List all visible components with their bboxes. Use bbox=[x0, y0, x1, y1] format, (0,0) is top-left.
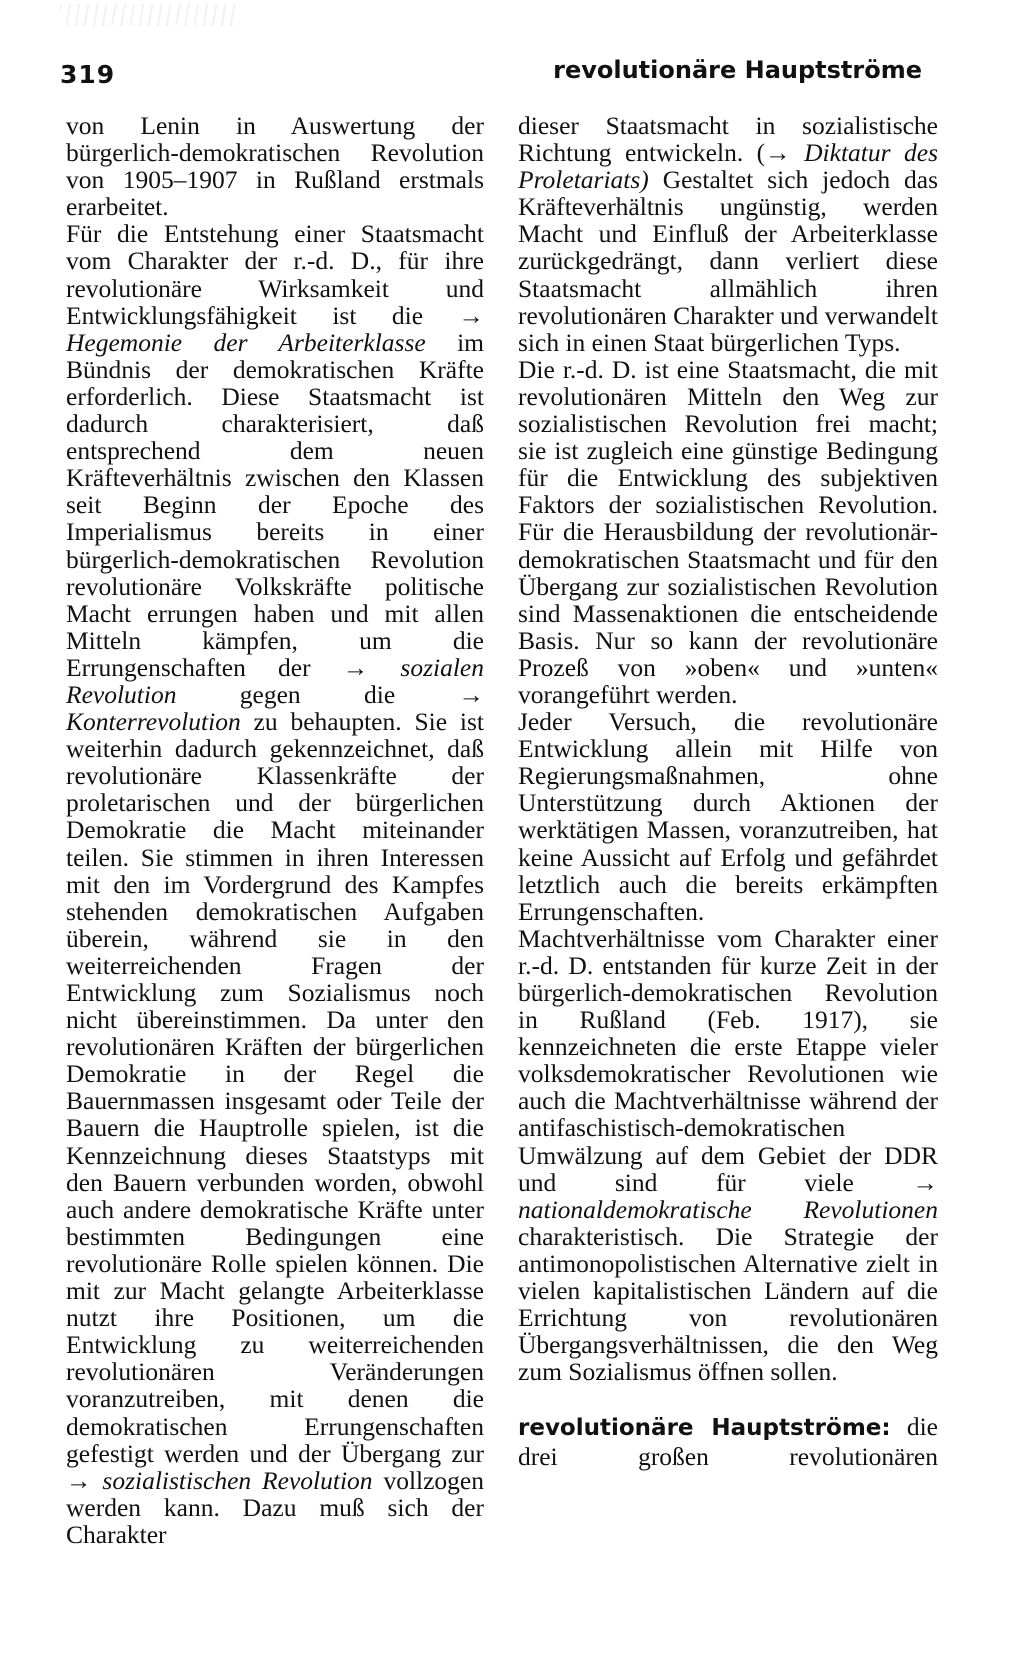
page-number: 319 bbox=[60, 60, 116, 89]
running-head: revolutionäre Hauptströme bbox=[553, 56, 922, 84]
cross-reference-hegemonie[interactable]: Hegemonie der Arbeiterklasse bbox=[66, 327, 426, 357]
right-paragraph-4 bbox=[518, 925, 938, 1386]
cross-reference-arrow-icon: → bbox=[458, 679, 484, 709]
entry-heading bbox=[518, 1413, 938, 1469]
text-run: zu behaupten. Sie ist weiterhin dadurch gekennzeichnet, daß revolutionäre Klassenkräfte der proletarischen und der bürgerlichen Demokratie die Macht miteinander teilen. Sie stimmen in ihren Interessen mit den im Vordergrund des Kampfes stehenden demokratischen Aufgaben überein, während sie in den weiterreichenden Fragen der Entwicklung zum Sozialismus noch nicht übereinstimmen. Da unter den revolutionären Kräften der bürgerlichen Demokratie in der Regel die Bauernmassen insgesamt oder Teile der Bauern die Hauptrolle spielen, ist die Kennzeichnung dieses Staatstyps mit den Bauern verbunden worden, obwohl auch andere demokratische Kräfte unter bestimmten Bedingungen eine revolutionäre Rolle spielen können. Die mit zur Macht gelangte Arbeiterklasse nutzt ihre Positionen, um die Entwicklung zu weiterreichenden revolutionären Veränderungen voranzutreiben, mit denen die demokratischen Errungenschaften gefestigt werden und der Übergang zur bbox=[66, 707, 484, 1468]
cross-reference-konterrevolution[interactable]: Konterrevolution bbox=[66, 707, 241, 737]
right-column bbox=[518, 112, 938, 1470]
cross-reference-diktatur[interactable]: Diktatur des Proletariats) bbox=[518, 138, 939, 195]
text-run: dieser Staatsmacht in sozialistische Richtung entwickeln. ( bbox=[518, 111, 938, 168]
right-paragraph-2: Die r.-d. D. ist eine Staatsmacht, die mit revolutionären Mitteln den Weg zur sozialistischen Revolution frei macht; sie ist zugleich eine günstige Bedingung für die Entwicklung des subjektiven Faktors der sozialistischen Revolution. Für die Herausbildung der revolutionär-demokratischen Staatsmacht und für den Übergang zur sozialistischen Revolution sind Massenaktionen die entscheidende Basis. Nur so kann der revolutionäre Prozeß von »oben« und »unten« vorangeführt werden. bbox=[518, 354, 938, 709]
cross-reference-nationaldemokratisch[interactable]: nationaldemokratische Revolutionen bbox=[518, 1194, 938, 1224]
entry-text: die drei großen revolutionären bbox=[518, 1412, 938, 1471]
cross-reference-arrow-icon: → bbox=[342, 652, 369, 682]
left-paragraph-1: von Lenin in Auswertung der bürgerlich-demokratischen Revolution von 1905–1907 in Rußland erstmals erarbeitet. bbox=[66, 111, 484, 222]
text-run: charakteristisch. Die Strategie der antimonopolistischen Alternative zielt in vielen kapitalistischen Ländern auf die Errichtung von revolutionären Übergangsverhältnissen, die den Weg zum Sozialismus öffnen sollen. bbox=[518, 1221, 938, 1387]
right-paragraph-1 bbox=[518, 112, 938, 356]
text-run: Machtverhältnisse vom Charakter einer r.-d. D. entstanden für kurze Zeit in der bürgerlich-demokratischen Revolution in Rußland (Feb. 1917), sie kennzeichneten die erste Etappe vieler volksdemokratischer Revolutionen wie auch die Machtverhältnisse während der antifaschistisch-demokratischen Umwälzung auf dem Gebiet der DDR und sind für viele bbox=[518, 923, 938, 1197]
right-paragraph-3: Jeder Versuch, die revolutionäre Entwicklung allein mit Hilfe von Regierungsmaßnahmen, ohne Unterstützung durch Aktionen der werktätigen Massen, voranzutreiben, hat keine Aussicht auf Erfolg und gefährdet letztlich auch die bereits erkämpften Errungenschaften. bbox=[518, 707, 938, 926]
cross-reference-arrow-icon: → bbox=[66, 1465, 92, 1495]
left-paragraph-2 bbox=[66, 220, 484, 1548]
cross-reference-arrow-icon: → bbox=[912, 1167, 938, 1197]
cross-reference-sozialistische-revolution[interactable]: sozialistischen Revolution bbox=[102, 1465, 373, 1495]
cross-reference-soziale-revolution[interactable]: sozialen Revolution bbox=[66, 652, 484, 709]
text-run: vollzogen werden kann. Dazu muß sich der Charakter bbox=[66, 1465, 484, 1549]
text-run: gegen die bbox=[239, 679, 396, 709]
text-run: Gestaltet sich jedoch das Kräfteverhältnis ungünstig, werden Macht und Einfluß der Arbeiterklasse zurückgedrängt, dann verliert diese Staatsmacht allmählich ihren revolutionären Charakter und verwandelt sich in einen Staat bürgerlichen Typs. bbox=[518, 165, 939, 357]
page-header bbox=[60, 54, 930, 94]
left-column bbox=[66, 112, 484, 1548]
text-run: im Bündnis der demokratischen Kräfte erforderlich. Diese Staatsmacht ist dadurch charakterisiert, daß entsprechend dem neuen Kräfteverhältnis zwischen den Klassen seit Beginn der Epoche des Imperialismus bereits in einer bürgerlich-demokratischen Revolution revolutionäre Volkskräfte politische Macht errungen haben und mit allen Mitteln kämpfen, um die Errungenschaften der bbox=[66, 327, 484, 682]
scan-smudge bbox=[60, 4, 240, 26]
cross-reference-arrow-icon: → bbox=[765, 138, 791, 168]
entry-term: revolutionäre Hauptströme: bbox=[518, 1415, 891, 1442]
text-run: Für die Entstehung einer Staatsmacht vom Charakter der r.-d. D., für ihre revolutionäre Wirksamkeit und Entwicklungsfähigkeit ist die bbox=[66, 219, 484, 330]
cross-reference-arrow-icon: → bbox=[458, 300, 485, 330]
